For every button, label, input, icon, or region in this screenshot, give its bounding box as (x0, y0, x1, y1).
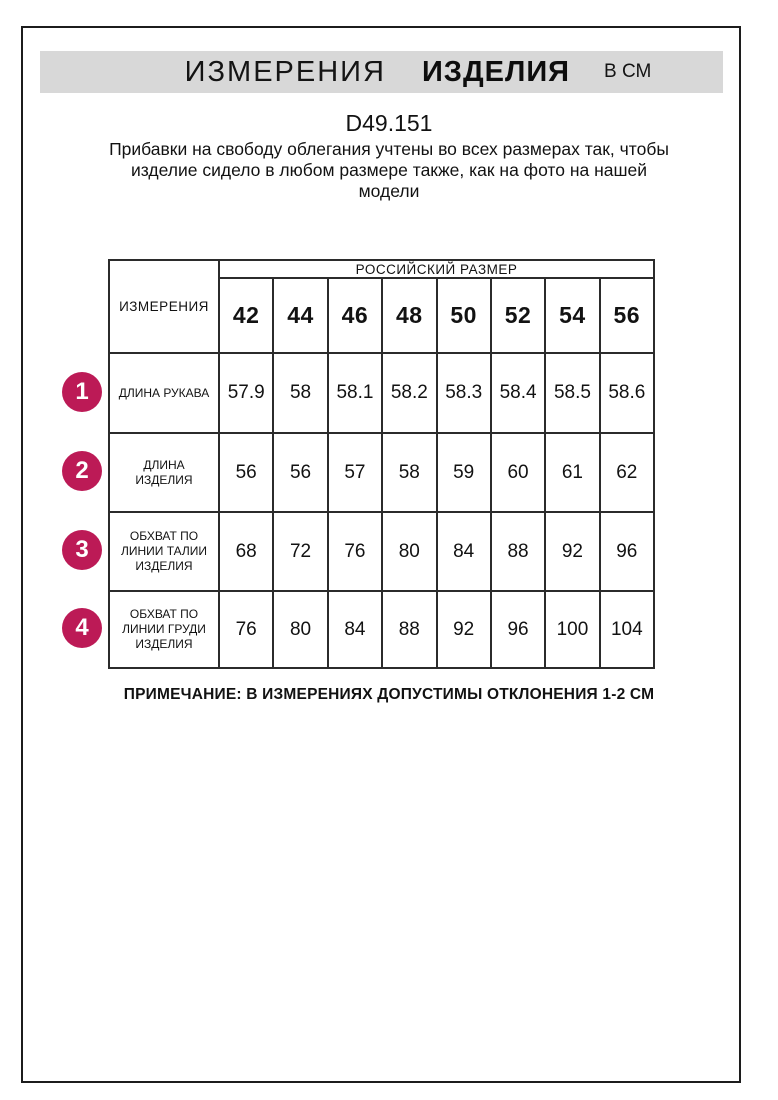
value-cell: 72 (273, 512, 327, 591)
size-cell-54: 54 (545, 278, 599, 353)
value-cell: 61 (545, 433, 599, 512)
row-label-chest-girth: ОБХВАТ ПО ЛИНИИ ГРУДИ ИЗДЕЛИЯ (109, 591, 219, 668)
value-cell: 58.4 (491, 353, 545, 433)
value-cell: 58 (273, 353, 327, 433)
table-row-sleeve-length (109, 353, 654, 433)
size-cell-42: 42 (219, 278, 273, 353)
value-cell: 92 (545, 512, 599, 591)
size-cell-50: 50 (437, 278, 491, 353)
size-group-header-row (109, 260, 654, 278)
row-marker-3-icon: 3 (62, 530, 102, 570)
tolerance-note: ПРИМЕЧАНИЕ: В ИЗМЕРЕНИЯХ ДОПУСТИМЫ ОТКЛОНЕНИЯ 1-2 СМ (123, 686, 655, 703)
value-cell: 62 (600, 433, 654, 512)
value-cell: 92 (437, 591, 491, 668)
value-cell: 59 (437, 433, 491, 512)
value-cell: 88 (382, 591, 436, 668)
size-cell-48: 48 (382, 278, 436, 353)
row-marker-4-icon: 4 (62, 608, 102, 648)
row-label-waist-girth: ОБХВАТ ПО ЛИНИИ ТАЛИИ ИЗДЕЛИЯ (109, 512, 219, 591)
value-cell: 104 (600, 591, 654, 668)
value-cell: 100 (545, 591, 599, 668)
value-cell: 84 (437, 512, 491, 591)
row-label-sleeve-length: ДЛИНА РУКАВА (109, 353, 219, 433)
value-cell: 60 (491, 433, 545, 512)
size-cell-46: 46 (328, 278, 382, 353)
value-cell: 88 (491, 512, 545, 591)
value-cell: 58.2 (382, 353, 436, 433)
measurements-table (108, 259, 655, 669)
table-row-waist-girth (109, 512, 654, 591)
size-cell-44: 44 (273, 278, 327, 353)
header-title-measurements: ИЗМЕРЕНИЯ (184, 55, 386, 88)
russian-size-header-cell: РОССИЙСКИЙ РАЗМЕР (219, 260, 654, 278)
fit-description-line-1: Прибавки на свободу облегания учтены во всех размерах так, чтобы (109, 139, 669, 159)
header-units-label: В СМ (604, 61, 652, 82)
header-bar (40, 51, 723, 93)
value-cell: 80 (382, 512, 436, 591)
row-marker-2-icon: 2 (62, 451, 102, 491)
header-title-product: ИЗДЕЛИЯ (421, 55, 571, 88)
value-cell: 68 (219, 512, 273, 591)
value-cell: 58.1 (328, 353, 382, 433)
value-cell: 56 (273, 433, 327, 512)
value-cell: 58.3 (437, 353, 491, 433)
row-marker-1-icon: 1 (62, 372, 102, 412)
value-cell: 56 (219, 433, 273, 512)
size-cell-52: 52 (491, 278, 545, 353)
value-cell: 84 (328, 591, 382, 668)
value-cell: 58.6 (600, 353, 654, 433)
table-row-chest-girth (109, 591, 654, 668)
product-code: D49.151 (345, 110, 433, 136)
value-cell: 58.5 (545, 353, 599, 433)
table-row-garment-length (109, 433, 654, 512)
row-label-garment-length: ДЛИНА ИЗДЕЛИЯ (109, 433, 219, 512)
fit-description-line-3: модели (358, 181, 420, 201)
fit-description-line-2: изделие сидело в любом размере также, как на фото на нашей (130, 160, 648, 180)
value-cell: 76 (328, 512, 382, 591)
fit-description (0, 139, 778, 202)
value-cell: 76 (219, 591, 273, 668)
value-cell: 96 (491, 591, 545, 668)
value-cell: 57.9 (219, 353, 273, 433)
value-cell: 80 (273, 591, 327, 668)
corner-header-cell: ИЗМЕРЕНИЯ (109, 260, 219, 353)
size-cell-56: 56 (600, 278, 654, 353)
value-cell: 57 (328, 433, 382, 512)
value-cell: 96 (600, 512, 654, 591)
value-cell: 58 (382, 433, 436, 512)
